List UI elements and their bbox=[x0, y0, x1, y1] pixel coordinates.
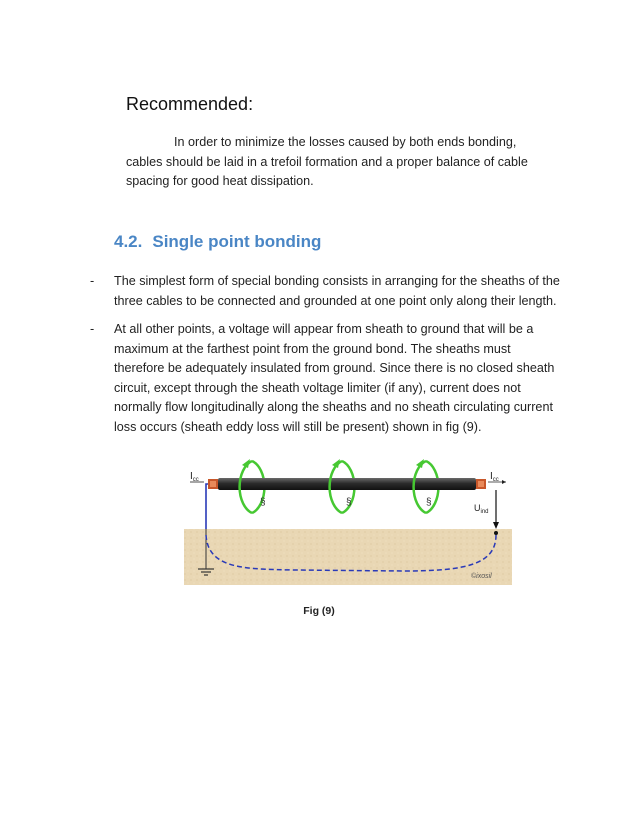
bullet-item bbox=[90, 272, 560, 311]
recommended-heading: Recommended: bbox=[126, 94, 254, 114]
section-number: 4.2. bbox=[114, 232, 143, 251]
current-label-left: $I_{cc}$ bbox=[190, 471, 199, 483]
bullet-text: At all other points, a voltage will appear from sheath to ground that will be a maximum at the farthest point from the ground bond. The sheaths must therefore be adequately insulated from ground. Since there is no closed sheath circuit, except through the sheath voltage limiter (if any), current does not normally flow longitudinally along the sheaths and no sheath circulating current loss occurs (sheath eddy loss will still be present) shown in fig (9). bbox=[114, 322, 555, 434]
bonding-diagram bbox=[184, 453, 512, 585]
induced-voltage-label: $U_{ind}$ bbox=[474, 503, 489, 515]
loop-arrow-3-icon bbox=[416, 459, 424, 468]
recommended-paragraph: In order to minimize the losses caused by both ends bonding, cables should be laid in a trefoil formation and a proper balance of cable spacing for good heat dissipation. bbox=[126, 135, 528, 188]
single-point-bonding-figure bbox=[184, 453, 512, 585]
sheath-symbol-2: § bbox=[346, 497, 352, 508]
ground-area bbox=[184, 529, 512, 585]
ground-point bbox=[494, 531, 498, 535]
cable-sheath bbox=[218, 478, 476, 490]
bullet-text: The simplest form of special bonding consists in arranging for the sheaths of the three cables to be connected and grounded at one point only along their length. bbox=[114, 274, 560, 308]
watermark: ©ixosil bbox=[471, 573, 492, 580]
bullet-dash: - bbox=[90, 322, 95, 336]
loop-arrow-1-icon bbox=[242, 459, 250, 468]
section-title: Single point bonding bbox=[152, 232, 322, 251]
loop-arrow-2-icon bbox=[332, 459, 340, 468]
ground-bond-wire bbox=[206, 484, 210, 529]
arrow-down-icon bbox=[493, 522, 499, 529]
sheath-symbol-1: § bbox=[260, 497, 266, 508]
section-heading bbox=[114, 232, 321, 252]
current-label-right: $I_{cc}$ bbox=[490, 471, 499, 483]
sheath-symbol-3: § bbox=[426, 497, 432, 508]
bullet-item bbox=[90, 320, 560, 437]
figure-caption: Fig (9) bbox=[303, 605, 335, 617]
bullet-dash: - bbox=[90, 274, 95, 288]
